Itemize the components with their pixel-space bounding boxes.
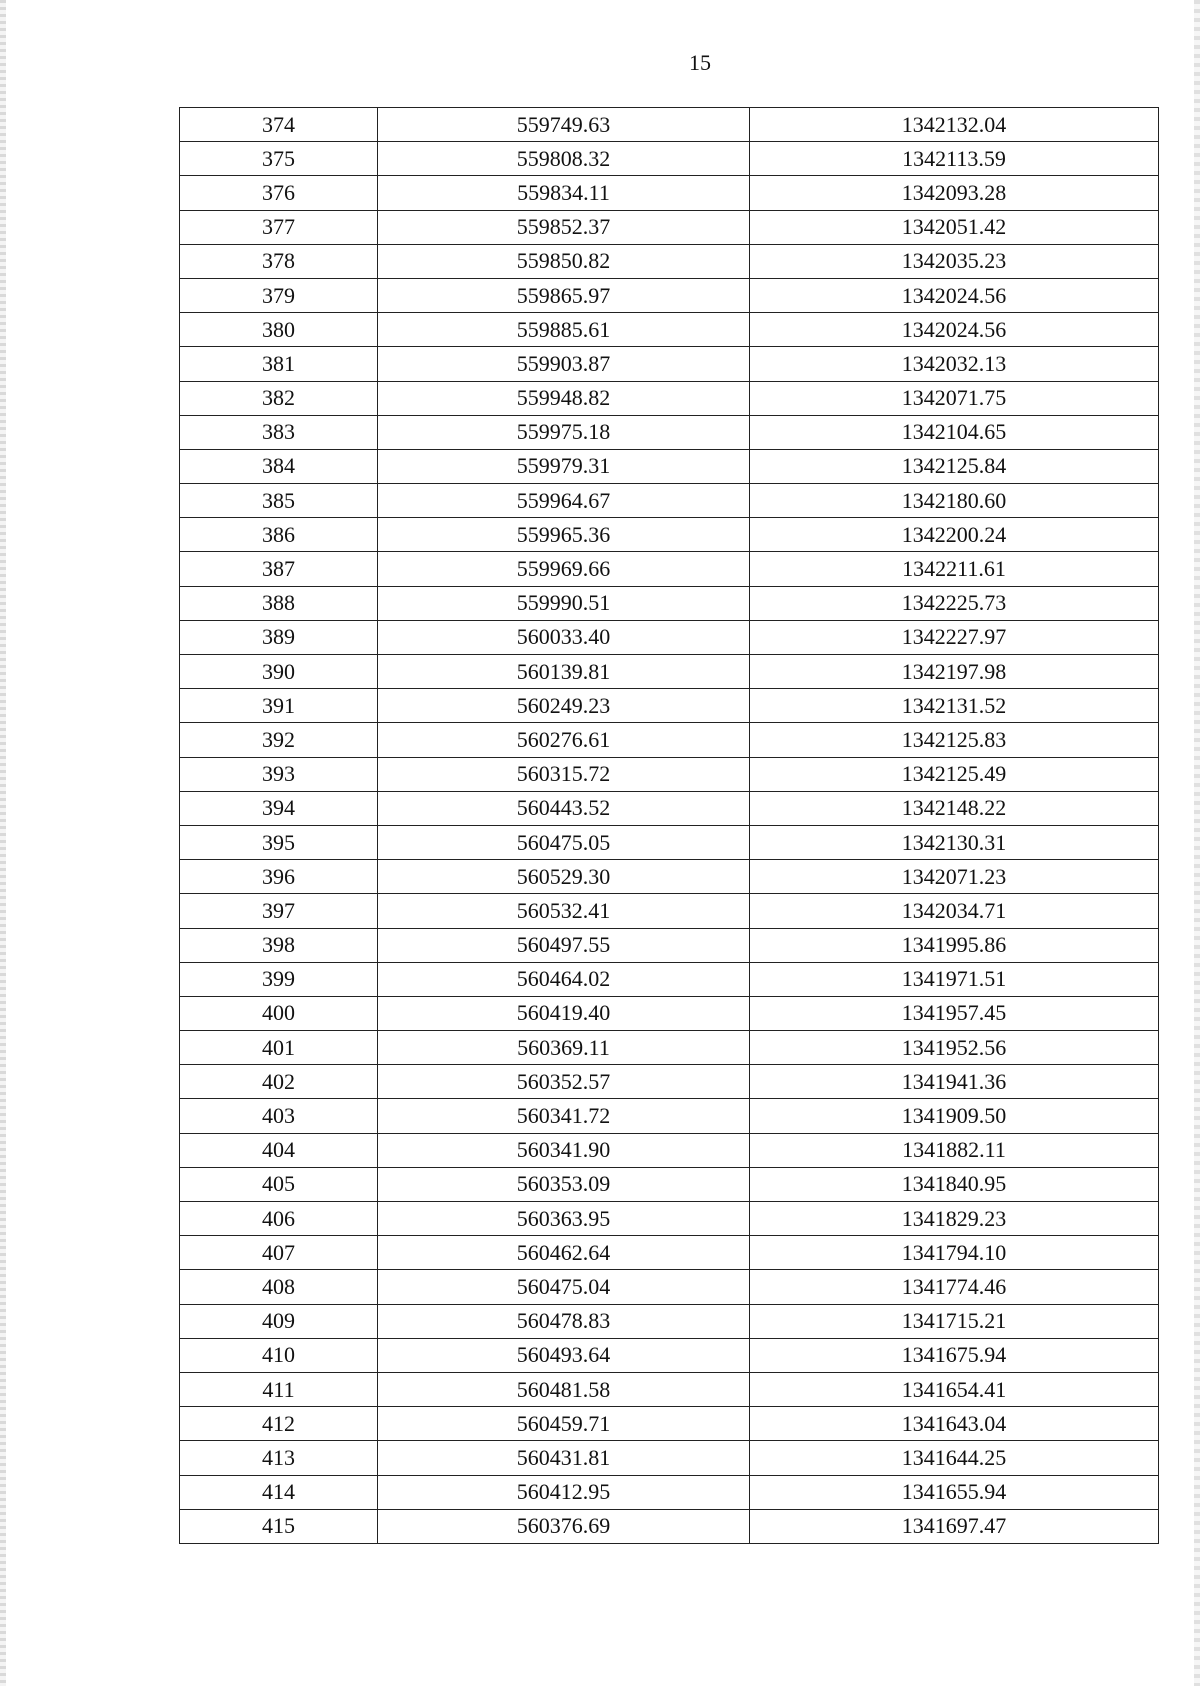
table-row — [180, 996, 1159, 1030]
table-row — [180, 1065, 1159, 1099]
x-coordinate-cell: 559865.97 — [378, 278, 750, 312]
point-index-cell: 397 — [180, 894, 378, 928]
table-row — [180, 1099, 1159, 1133]
point-index-cell: 413 — [180, 1441, 378, 1475]
point-index-cell: 393 — [180, 757, 378, 791]
table-row — [180, 1167, 1159, 1201]
x-coordinate-cell: 560369.11 — [378, 1031, 750, 1065]
table-row — [180, 313, 1159, 347]
y-coordinate-cell: 1341675.94 — [750, 1338, 1159, 1372]
point-index-cell: 400 — [180, 996, 378, 1030]
point-index-cell: 379 — [180, 278, 378, 312]
scan-edge-left — [0, 0, 6, 1686]
table-row — [180, 1509, 1159, 1543]
table-row — [180, 723, 1159, 757]
y-coordinate-cell: 1342024.56 — [750, 278, 1159, 312]
table-row — [180, 347, 1159, 381]
x-coordinate-cell: 559964.67 — [378, 484, 750, 518]
x-coordinate-cell: 560464.02 — [378, 962, 750, 996]
point-index-cell: 403 — [180, 1099, 378, 1133]
point-index-cell: 387 — [180, 552, 378, 586]
x-coordinate-cell: 559808.32 — [378, 142, 750, 176]
table-row — [180, 586, 1159, 620]
x-coordinate-cell: 559749.63 — [378, 108, 750, 142]
point-index-cell: 398 — [180, 928, 378, 962]
x-coordinate-cell: 560353.09 — [378, 1167, 750, 1201]
table-row — [180, 142, 1159, 176]
x-coordinate-cell: 559965.36 — [378, 518, 750, 552]
point-index-cell: 401 — [180, 1031, 378, 1065]
x-coordinate-cell: 560443.52 — [378, 791, 750, 825]
point-index-cell: 394 — [180, 791, 378, 825]
y-coordinate-cell: 1342113.59 — [750, 142, 1159, 176]
table-row — [180, 894, 1159, 928]
point-index-cell: 390 — [180, 655, 378, 689]
y-coordinate-cell: 1342125.84 — [750, 449, 1159, 483]
coordinate-table — [179, 107, 1159, 1544]
coordinate-table-body — [180, 108, 1159, 1544]
x-coordinate-cell: 560412.95 — [378, 1475, 750, 1509]
point-index-cell: 381 — [180, 347, 378, 381]
point-index-cell: 386 — [180, 518, 378, 552]
y-coordinate-cell: 1342125.49 — [750, 757, 1159, 791]
x-coordinate-cell: 559969.66 — [378, 552, 750, 586]
y-coordinate-cell: 1342227.97 — [750, 620, 1159, 654]
table-row — [180, 1133, 1159, 1167]
x-coordinate-cell: 560341.72 — [378, 1099, 750, 1133]
point-index-cell: 408 — [180, 1270, 378, 1304]
table-row — [180, 518, 1159, 552]
y-coordinate-cell: 1341909.50 — [750, 1099, 1159, 1133]
y-coordinate-cell: 1341829.23 — [750, 1202, 1159, 1236]
table-row — [180, 210, 1159, 244]
table-row — [180, 1270, 1159, 1304]
x-coordinate-cell: 560431.81 — [378, 1441, 750, 1475]
x-coordinate-cell: 560478.83 — [378, 1304, 750, 1338]
y-coordinate-cell: 1341840.95 — [750, 1167, 1159, 1201]
point-index-cell: 378 — [180, 244, 378, 278]
y-coordinate-cell: 1342071.23 — [750, 860, 1159, 894]
point-index-cell: 407 — [180, 1236, 378, 1270]
y-coordinate-cell: 1342125.83 — [750, 723, 1159, 757]
x-coordinate-cell: 559948.82 — [378, 381, 750, 415]
y-coordinate-cell: 1341697.47 — [750, 1509, 1159, 1543]
y-coordinate-cell: 1341957.45 — [750, 996, 1159, 1030]
y-coordinate-cell: 1342093.28 — [750, 176, 1159, 210]
y-coordinate-cell: 1342034.71 — [750, 894, 1159, 928]
table-row — [180, 825, 1159, 859]
y-coordinate-cell: 1342104.65 — [750, 415, 1159, 449]
table-row — [180, 176, 1159, 210]
table-row — [180, 415, 1159, 449]
y-coordinate-cell: 1341882.11 — [750, 1133, 1159, 1167]
table-row — [180, 860, 1159, 894]
table-row — [180, 449, 1159, 483]
table-row — [180, 1338, 1159, 1372]
point-index-cell: 404 — [180, 1133, 378, 1167]
y-coordinate-cell: 1341654.41 — [750, 1372, 1159, 1406]
point-index-cell: 375 — [180, 142, 378, 176]
x-coordinate-cell: 559975.18 — [378, 415, 750, 449]
y-coordinate-cell: 1341644.25 — [750, 1441, 1159, 1475]
y-coordinate-cell: 1341655.94 — [750, 1475, 1159, 1509]
table-row — [180, 278, 1159, 312]
table-row — [180, 1475, 1159, 1509]
table-row — [180, 791, 1159, 825]
x-coordinate-cell: 560481.58 — [378, 1372, 750, 1406]
y-coordinate-cell: 1342130.31 — [750, 825, 1159, 859]
y-coordinate-cell: 1341715.21 — [750, 1304, 1159, 1338]
y-coordinate-cell: 1342197.98 — [750, 655, 1159, 689]
table-row — [180, 381, 1159, 415]
table-row — [180, 655, 1159, 689]
page-number: 15 — [689, 50, 711, 75]
y-coordinate-cell: 1341995.86 — [750, 928, 1159, 962]
point-index-cell: 399 — [180, 962, 378, 996]
x-coordinate-cell: 559834.11 — [378, 176, 750, 210]
point-index-cell: 376 — [180, 176, 378, 210]
x-coordinate-cell: 560249.23 — [378, 689, 750, 723]
table-row — [180, 1304, 1159, 1338]
y-coordinate-cell: 1341971.51 — [750, 962, 1159, 996]
x-coordinate-cell: 560459.71 — [378, 1407, 750, 1441]
y-coordinate-cell: 1341774.46 — [750, 1270, 1159, 1304]
x-coordinate-cell: 559852.37 — [378, 210, 750, 244]
point-index-cell: 410 — [180, 1338, 378, 1372]
point-index-cell: 409 — [180, 1304, 378, 1338]
x-coordinate-cell: 560276.61 — [378, 723, 750, 757]
point-index-cell: 405 — [180, 1167, 378, 1201]
table-row — [180, 1372, 1159, 1406]
y-coordinate-cell: 1342180.60 — [750, 484, 1159, 518]
x-coordinate-cell: 559903.87 — [378, 347, 750, 381]
y-coordinate-cell: 1342200.24 — [750, 518, 1159, 552]
y-coordinate-cell: 1342035.23 — [750, 244, 1159, 278]
point-index-cell: 380 — [180, 313, 378, 347]
table-row — [180, 1202, 1159, 1236]
point-index-cell: 389 — [180, 620, 378, 654]
x-coordinate-cell: 560341.90 — [378, 1133, 750, 1167]
y-coordinate-cell: 1341952.56 — [750, 1031, 1159, 1065]
x-coordinate-cell: 560376.69 — [378, 1509, 750, 1543]
x-coordinate-cell: 559850.82 — [378, 244, 750, 278]
table-row — [180, 757, 1159, 791]
point-index-cell: 392 — [180, 723, 378, 757]
point-index-cell: 402 — [180, 1065, 378, 1099]
x-coordinate-cell: 560529.30 — [378, 860, 750, 894]
point-index-cell: 377 — [180, 210, 378, 244]
table-row — [180, 1407, 1159, 1441]
y-coordinate-cell: 1342225.73 — [750, 586, 1159, 620]
table-row — [180, 962, 1159, 996]
y-coordinate-cell: 1342211.61 — [750, 552, 1159, 586]
x-coordinate-cell: 560033.40 — [378, 620, 750, 654]
x-coordinate-cell: 560493.64 — [378, 1338, 750, 1372]
point-index-cell: 382 — [180, 381, 378, 415]
point-index-cell: 412 — [180, 1407, 378, 1441]
y-coordinate-cell: 1341643.04 — [750, 1407, 1159, 1441]
x-coordinate-cell: 559990.51 — [378, 586, 750, 620]
point-index-cell: 391 — [180, 689, 378, 723]
x-coordinate-cell: 559979.31 — [378, 449, 750, 483]
x-coordinate-cell: 560139.81 — [378, 655, 750, 689]
point-index-cell: 374 — [180, 108, 378, 142]
y-coordinate-cell: 1342051.42 — [750, 210, 1159, 244]
table-row — [180, 1236, 1159, 1270]
table-row — [180, 928, 1159, 962]
y-coordinate-cell: 1341941.36 — [750, 1065, 1159, 1099]
table-row — [180, 552, 1159, 586]
table-row — [180, 689, 1159, 723]
table-row — [180, 1441, 1159, 1475]
y-coordinate-cell: 1342032.13 — [750, 347, 1159, 381]
scan-edge-right — [1194, 0, 1200, 1686]
y-coordinate-cell: 1342024.56 — [750, 313, 1159, 347]
y-coordinate-cell: 1342148.22 — [750, 791, 1159, 825]
point-index-cell: 388 — [180, 586, 378, 620]
y-coordinate-cell: 1342131.52 — [750, 689, 1159, 723]
x-coordinate-cell: 560497.55 — [378, 928, 750, 962]
x-coordinate-cell: 560475.04 — [378, 1270, 750, 1304]
point-index-cell: 411 — [180, 1372, 378, 1406]
point-index-cell: 414 — [180, 1475, 378, 1509]
x-coordinate-cell: 560475.05 — [378, 825, 750, 859]
y-coordinate-cell: 1342132.04 — [750, 108, 1159, 142]
table-row — [180, 244, 1159, 278]
y-coordinate-cell: 1341794.10 — [750, 1236, 1159, 1270]
point-index-cell: 383 — [180, 415, 378, 449]
point-index-cell: 384 — [180, 449, 378, 483]
table-row — [180, 1031, 1159, 1065]
x-coordinate-cell: 560532.41 — [378, 894, 750, 928]
point-index-cell: 406 — [180, 1202, 378, 1236]
x-coordinate-cell: 560352.57 — [378, 1065, 750, 1099]
table-row — [180, 620, 1159, 654]
y-coordinate-cell: 1342071.75 — [750, 381, 1159, 415]
point-index-cell: 385 — [180, 484, 378, 518]
x-coordinate-cell: 559885.61 — [378, 313, 750, 347]
table-row — [180, 108, 1159, 142]
table-row — [180, 484, 1159, 518]
point-index-cell: 395 — [180, 825, 378, 859]
x-coordinate-cell: 560419.40 — [378, 996, 750, 1030]
x-coordinate-cell: 560462.64 — [378, 1236, 750, 1270]
point-index-cell: 396 — [180, 860, 378, 894]
x-coordinate-cell: 560315.72 — [378, 757, 750, 791]
x-coordinate-cell: 560363.95 — [378, 1202, 750, 1236]
point-index-cell: 415 — [180, 1509, 378, 1543]
